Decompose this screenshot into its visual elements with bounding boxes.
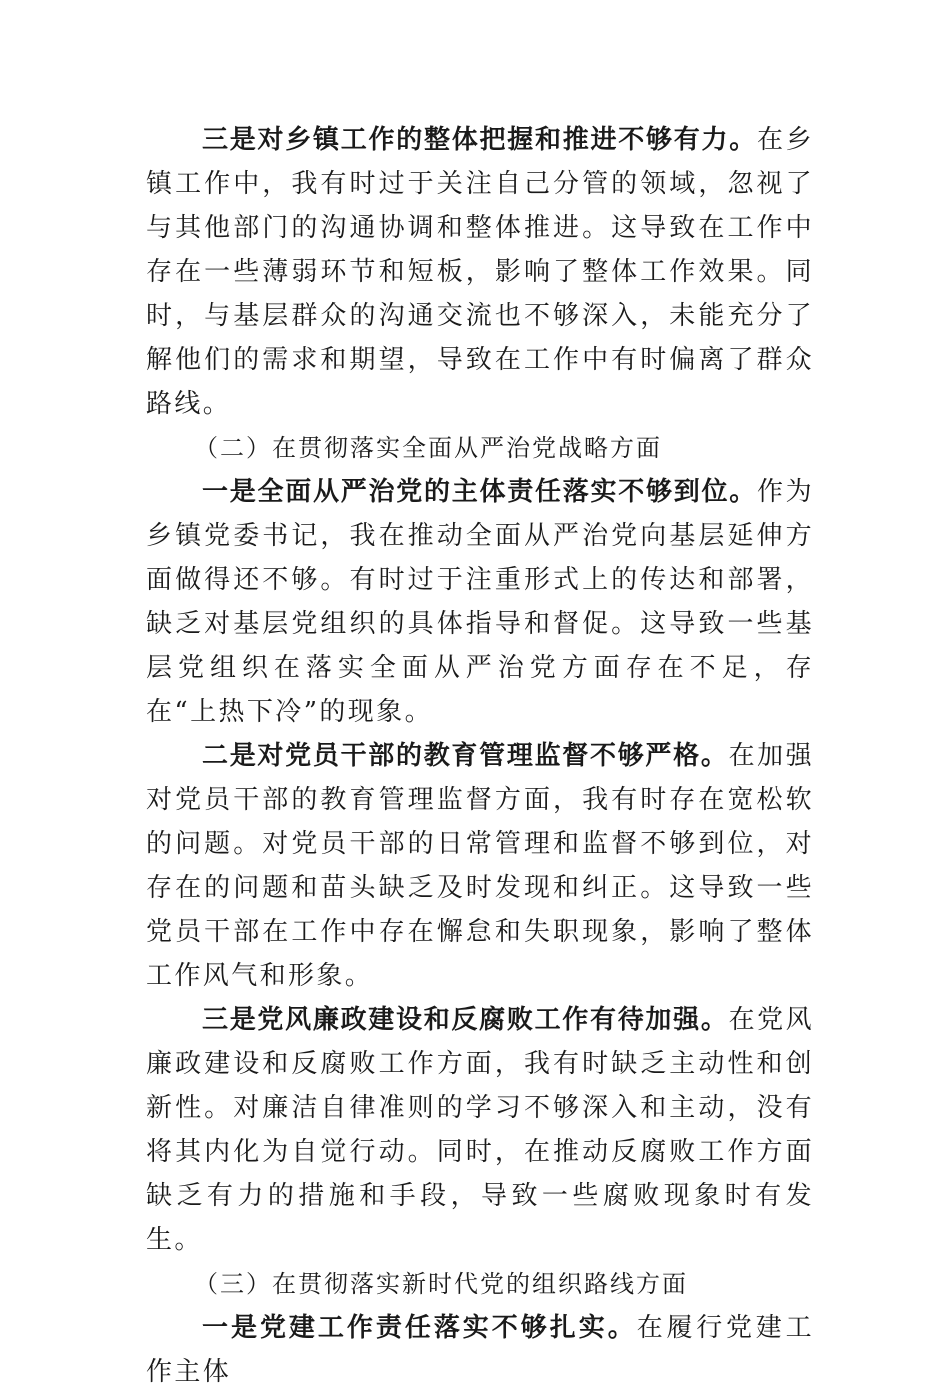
paragraph-lead-bold: 一是全面从严治党的主体责任落实不够到位。 bbox=[202, 477, 758, 507]
paragraph-text: 作为乡镇党委书记，我在推动全面从严治党向基层延伸方面做得还不够。有时过于注重形式上的传达和部署，缺乏对基层党组织的具体指导和督促。这导致一些基层党组织在落实全面从严治党方面存在不足，存在“上热下冷”的现象。 bbox=[146, 477, 814, 727]
paragraph-lead-bold: 三是对乡镇工作的整体把握和推进不够有力。 bbox=[202, 125, 758, 155]
paragraph-party-building bbox=[146, 1306, 814, 1394]
document-body bbox=[146, 118, 814, 1394]
paragraph-township-work bbox=[146, 118, 814, 426]
paragraph-lead-bold: 三是党风廉政建设和反腐败工作有待加强。 bbox=[202, 1005, 729, 1035]
paragraph-text: 在乡镇工作中，我有时过于关注自己分管的领域，忽视了与其他部门的沟通协调和整体推进。这导致在工作中存在一些薄弱环节和短板，影响了整体工作效果。同时，与基层群众的沟通交流也不够深入，未能充分了解他们的需求和期望，导致在工作中有时偏离了群众路线。 bbox=[146, 125, 814, 419]
section-heading-3: （三）在贯彻落实新时代党的组织路线方面 bbox=[194, 1270, 688, 1298]
paragraph-anti-corruption bbox=[146, 998, 814, 1262]
paragraph-text: 在党风廉政建设和反腐败工作方面，我有时缺乏主动性和创新性。对廉洁自律准则的学习不够深入和主动，没有将其内化为自觉行动。同时，在推动反腐败工作方面缺乏有力的措施和手段，导致一些腐败现象时有发生。 bbox=[146, 1005, 815, 1255]
section-heading-2: （二）在贯彻落实全面从严治党战略方面 bbox=[194, 434, 662, 462]
paragraph-lead-bold: 二是对党员干部的教育管理监督不够严格。 bbox=[202, 741, 729, 771]
paragraph-main-responsibility bbox=[146, 470, 814, 734]
paragraph-lead-bold: 一是党建工作责任落实不够扎实。 bbox=[202, 1313, 637, 1343]
paragraph-text: 在履行党建工作主体 bbox=[146, 1313, 814, 1387]
paragraph-text: 在加强对党员干部的教育管理监督方面，我有时存在宽松软的问题。对党员干部的日常管理和监督不够到位，对存在的问题和苗头缺乏及时发现和纠正。这导致一些党员干部在工作中存在懈怠和失职现象，影响了整体工作风气和形象。 bbox=[146, 741, 815, 991]
paragraph-cadre-supervision bbox=[146, 734, 814, 998]
